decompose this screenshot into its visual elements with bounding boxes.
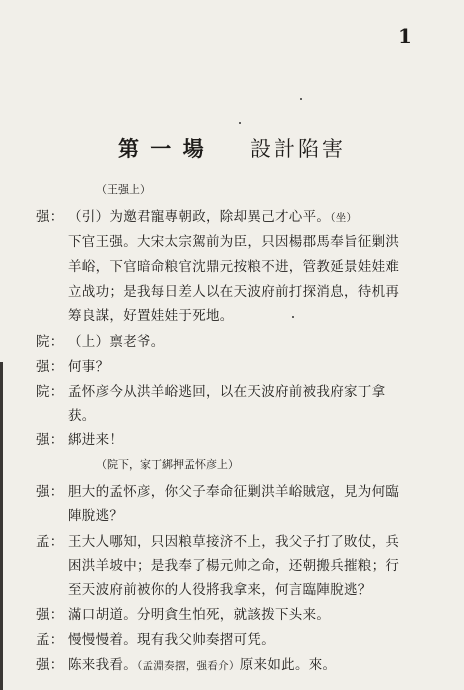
speaker: 强： — [36, 484, 64, 500]
dialogue-text: 何事？ — [68, 359, 110, 375]
speaker: 孟： — [36, 632, 64, 648]
dialogue-continuation: 羊峪，下官暗命粮官沈鼎元按粮不进，管教延景娃娃难 — [68, 259, 400, 275]
ink-speck — [239, 122, 241, 124]
dialogue-continuation: 困洪羊坡中；是我奉了楊元帅之命，还朝搬兵摧粮；行 — [68, 558, 400, 574]
dialogue-text: 綁进来！ — [68, 432, 124, 448]
scene-number: 第 一 場 — [118, 136, 206, 161]
speaker: 孟： — [36, 534, 64, 550]
page-number: 1 — [398, 24, 412, 48]
dialogue-text: 滿口胡道。分明貪生怕死，就該拨下头来。 — [68, 607, 331, 623]
dialogue-text: 孟怀彦今从洪羊峪逃回，以在天波府前被我府家丁拿 — [68, 384, 386, 400]
dialogue-line — [36, 355, 109, 375]
dialogue-text: 胆大的孟怀彦，你父子奉命征剿洪羊峪賊寇，見为何臨 — [68, 484, 400, 500]
speaker: 强： — [36, 209, 64, 225]
dialogue-text: （上）禀老爷。 — [68, 334, 165, 350]
dialogue-text: （引）为邀君寵專朝政，除却異己才心平。 — [68, 209, 331, 225]
dialogue-text: 王大人哪知，只因粮草接济不上，我父子打了敗仗，兵 — [68, 534, 400, 550]
speaker: 院： — [36, 334, 64, 350]
speaker: 强： — [36, 359, 64, 375]
dialogue-line — [36, 428, 123, 448]
dialogue-text: 慢慢慢着。現有我父帅奏摺可凭。 — [68, 632, 275, 648]
dialogue-line — [36, 530, 399, 550]
speaker: 院： — [36, 384, 64, 400]
page-edge-shadow — [0, 362, 3, 690]
dialogue-line — [36, 205, 357, 225]
dialogue-line — [36, 380, 385, 400]
dialogue-continuation: 获。 — [68, 408, 96, 424]
inline-direction: （孟淵奏摺，强看介） — [137, 660, 240, 672]
dialogue-continuation: 陣脫逃？ — [68, 508, 124, 524]
scene-subtitle: 設計陷害 — [250, 137, 346, 161]
dialogue-line — [36, 480, 399, 500]
ink-speck — [292, 316, 294, 318]
ink-speck — [300, 98, 302, 100]
dialogue-line — [36, 330, 165, 350]
dialogue-text: 陈来我看。 — [68, 657, 137, 673]
dialogue-continuation: 立战功；是我每日差人以在天波府前打探消息，待机再 — [68, 284, 400, 300]
dialogue-continuation: 至天波府前被你的人役將我拿来，何言臨陣脫逃？ — [68, 582, 372, 598]
stage-direction: （王强上） — [96, 183, 151, 196]
dialogue-line — [36, 603, 330, 623]
stage-direction: （院下，家丁綁押孟怀彦上） — [96, 458, 239, 471]
scene-heading — [118, 133, 346, 163]
dialogue-continuation: 下官王强。大宋太宗駕前为臣，只因楊郡馬奉旨征剿洪 — [68, 234, 400, 250]
speaker: 强： — [36, 432, 64, 448]
dialogue-line — [36, 628, 275, 648]
dialogue-text-tail: 原来如此。來。 — [239, 657, 337, 673]
dialogue-continuation: 筹良謀，好置娃娃于死地。 — [68, 308, 234, 324]
speaker: 强： — [36, 607, 64, 623]
dialogue-line — [36, 653, 336, 673]
speaker: 强： — [36, 657, 64, 673]
inline-direction: （坐） — [330, 212, 358, 224]
